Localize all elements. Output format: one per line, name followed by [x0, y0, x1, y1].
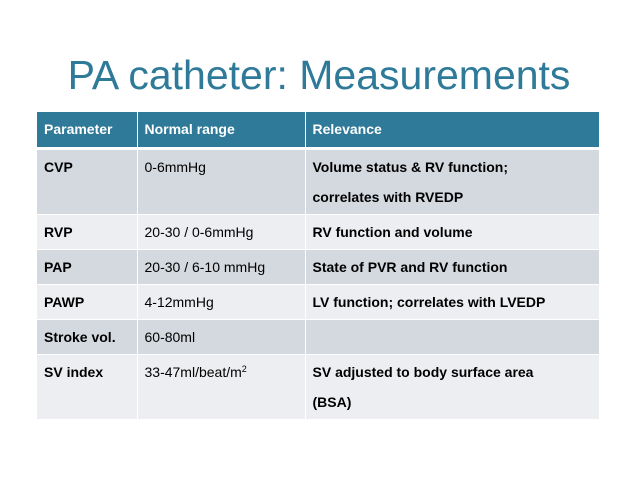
- cell-parameter: CVP: [37, 149, 137, 215]
- table-row: [37, 215, 599, 250]
- cell-parameter: SV index: [37, 355, 137, 420]
- relevance-line: correlates with RVEDP: [312, 189, 464, 205]
- table-header-row: [37, 112, 599, 149]
- header-normal-range: Normal range: [137, 112, 305, 149]
- cell-relevance: [305, 215, 599, 250]
- cell-range: 4-12mmHg: [137, 285, 305, 320]
- measurements-table-container: [37, 112, 599, 420]
- cell-relevance: [305, 250, 599, 285]
- cell-range: 0-6mmHg: [137, 149, 305, 215]
- relevance-line: (BSA): [312, 394, 352, 410]
- cell-parameter: RVP: [37, 215, 137, 250]
- cell-range-text: 33-47ml/beat/m: [144, 364, 242, 380]
- cell-relevance: [305, 285, 599, 320]
- table-body: [37, 149, 599, 420]
- table-header: [37, 112, 599, 149]
- relevance-line: LV function; correlates with LVEDP: [312, 294, 546, 310]
- table-row: [37, 149, 599, 215]
- cell-parameter: PAWP: [37, 285, 137, 320]
- measurements-table: [37, 112, 599, 420]
- table-row: [37, 320, 599, 355]
- range-superscript: 2: [241, 364, 247, 374]
- relevance-line: State of PVR and RV function: [312, 259, 508, 275]
- cell-range: 20-30 / 0-6mmHg: [137, 215, 305, 250]
- slide-title: PA catheter: Measurements: [67, 52, 571, 98]
- cell-range: [137, 355, 305, 420]
- cell-relevance: [305, 149, 599, 215]
- cell-range: 60-80ml: [137, 320, 305, 355]
- relevance-line: SV adjusted to body surface area: [312, 364, 534, 380]
- table-row: [37, 285, 599, 320]
- relevance-line: Volume status & RV function;: [312, 159, 508, 175]
- header-parameter: Parameter: [37, 112, 137, 149]
- cell-relevance: [305, 320, 599, 355]
- cell-relevance: [305, 355, 599, 420]
- header-relevance: Relevance: [305, 112, 599, 149]
- cell-range: 20-30 / 6-10 mmHg: [137, 250, 305, 285]
- table-row: [37, 355, 599, 420]
- table-row: [37, 250, 599, 285]
- cell-parameter: PAP: [37, 250, 137, 285]
- relevance-line: RV function and volume: [312, 224, 473, 240]
- cell-parameter: Stroke vol.: [37, 320, 137, 355]
